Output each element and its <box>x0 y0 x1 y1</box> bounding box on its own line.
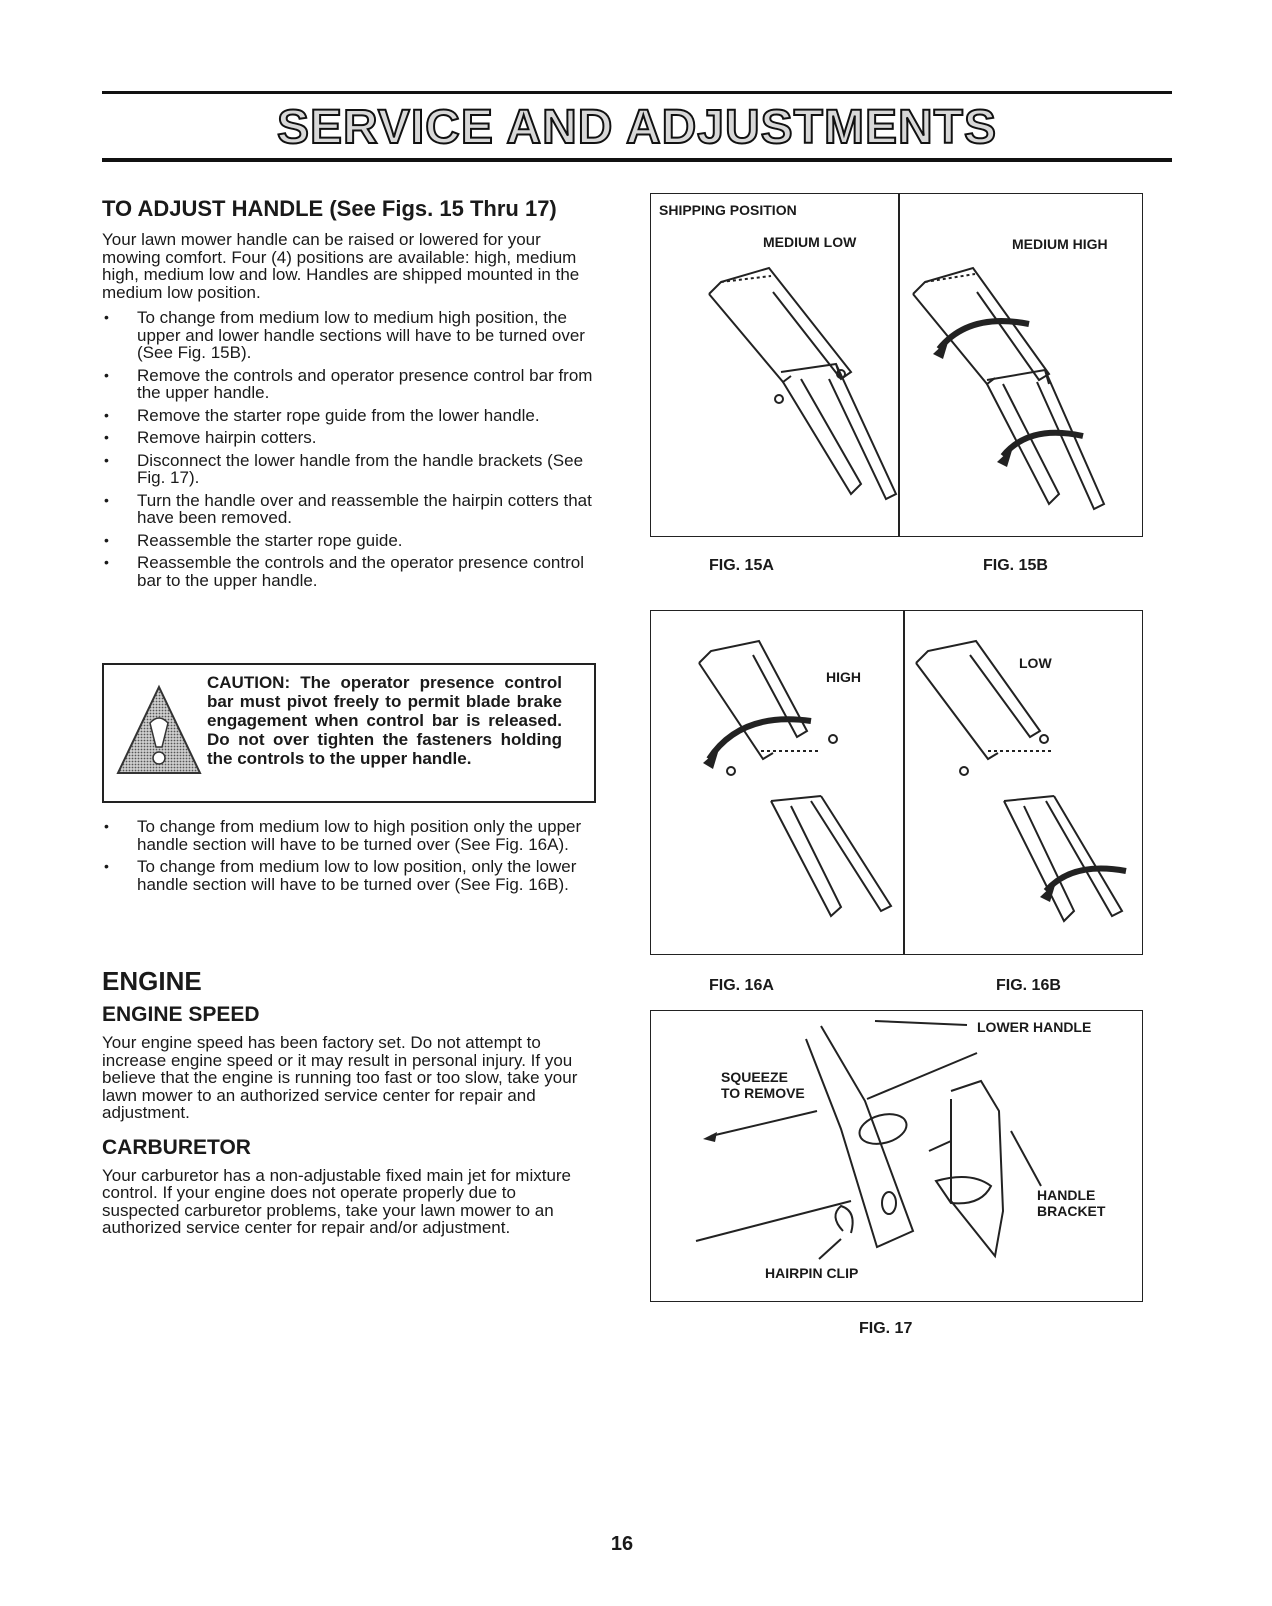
fig-15a-label: FIG. 15A <box>709 557 774 574</box>
adjust-handle-section <box>102 196 602 594</box>
adjust-handle-steps <box>102 309 602 589</box>
list-item: • Reassemble the starter rope guide. <box>102 532 602 550</box>
more-steps-list <box>102 818 602 893</box>
list-item: • Reassemble the controls and the operator presence control bar to the upper handle. <box>102 554 602 589</box>
warning-icon <box>116 685 202 777</box>
medium-high-label: MEDIUM HIGH <box>1012 236 1108 252</box>
fig-16-box <box>650 610 1143 955</box>
squeeze-label-line1: SQUEEZE <box>721 1069 788 1085</box>
handle-bracket-label-line1: HANDLE <box>1037 1187 1096 1203</box>
list-item: • Disconnect the lower handle from the handle brackets (See Fig. 17). <box>102 452 602 487</box>
fig-17-label: FIG. 17 <box>859 1320 913 1337</box>
fig-16a-label: FIG. 16A <box>709 977 774 994</box>
engine-heading: ENGINE <box>102 966 202 996</box>
list-item: • To change from medium low to high position only the upper handle section will have to be turned over (See Fig. 16A). <box>102 818 602 853</box>
list-item: • To change from medium low to medium high position, the upper and lower handle sections will have to be turned over (See Fig. 15B). <box>102 309 602 362</box>
top-rule <box>102 91 1172 94</box>
caution-box <box>102 663 596 803</box>
high-label: HIGH <box>826 669 861 685</box>
carburetor-text: Your carburetor has a non-adjustable fixed main jet for mixture control. If your engine does not operate properly due to suspected carburetor problems, take your lawn mower to an authorized service center for repair and/or adjustment. <box>102 1165 572 1237</box>
more-steps-section <box>102 818 602 898</box>
handle-bracket-label-line2: BRACKET <box>1037 1203 1106 1219</box>
page-number: 16 <box>610 1533 634 1555</box>
list-item: • Remove hairpin cotters. <box>102 429 602 447</box>
caution-text: CAUTION: The operator presence control bar must pivot freely to permit blade brake engagement when control bar is released. Do not over tighten the fasteners holding the controls to the upper handle. <box>207 673 562 768</box>
handle-high-diagram <box>651 611 903 956</box>
shipping-position-label: SHIPPING POSITION <box>659 202 797 218</box>
engine-speed-text: Your engine speed has been factory set. Do not attempt to increase engine speed or it may result in personal injury. If you believe that the engine is running too fast or too slow, take your lawn mower to an authorized service center for repair and adjustment. <box>102 1033 578 1122</box>
handle-medium-high-diagram <box>899 194 1144 534</box>
title-underline <box>102 158 1172 162</box>
fig-15b-label: FIG. 15B <box>983 557 1048 574</box>
list-item: • To change from medium low to low position, only the lower handle section will have to be turned over (See Fig. 16B). <box>102 858 602 893</box>
engine-speed-heading: ENGINE SPEED <box>102 1003 260 1026</box>
adjust-handle-intro: Your lawn mower handle can be raised or lowered for your mowing comfort. Four (4) positions are available: high, medium high, medium low and low. Handles are shipped mounted in the medium low position. <box>102 230 580 302</box>
list-item: • Remove the starter rope guide from the lower handle. <box>102 407 602 425</box>
list-item: • Turn the handle over and reassemble the hairpin cotters that have been removed. <box>102 492 602 527</box>
handle-low-diagram <box>904 611 1144 956</box>
engine-section <box>102 966 592 1237</box>
squeeze-label-line2: TO REMOVE <box>721 1085 805 1101</box>
handle-medium-low-diagram <box>651 194 898 534</box>
fig-15-box <box>650 193 1143 537</box>
fig-17-box <box>650 1010 1143 1302</box>
list-item: • Remove the controls and operator presence control bar from the upper handle. <box>102 367 602 402</box>
carburetor-heading: CARBURETOR <box>102 1135 251 1159</box>
low-label: LOW <box>1019 655 1052 671</box>
page-title: SERVICE AND ADJUSTMENTS <box>277 101 997 154</box>
hairpin-clip-label: HAIRPIN CLIP <box>765 1265 859 1281</box>
handle-bracket-diagram <box>651 1011 1144 1303</box>
lower-handle-label: LOWER HANDLE <box>977 1019 1092 1035</box>
medium-low-label: MEDIUM LOW <box>763 234 857 250</box>
fig-16b-label: FIG. 16B <box>996 977 1061 994</box>
adjust-handle-heading: TO ADJUST HANDLE (See Figs. 15 Thru 17) <box>102 196 557 221</box>
